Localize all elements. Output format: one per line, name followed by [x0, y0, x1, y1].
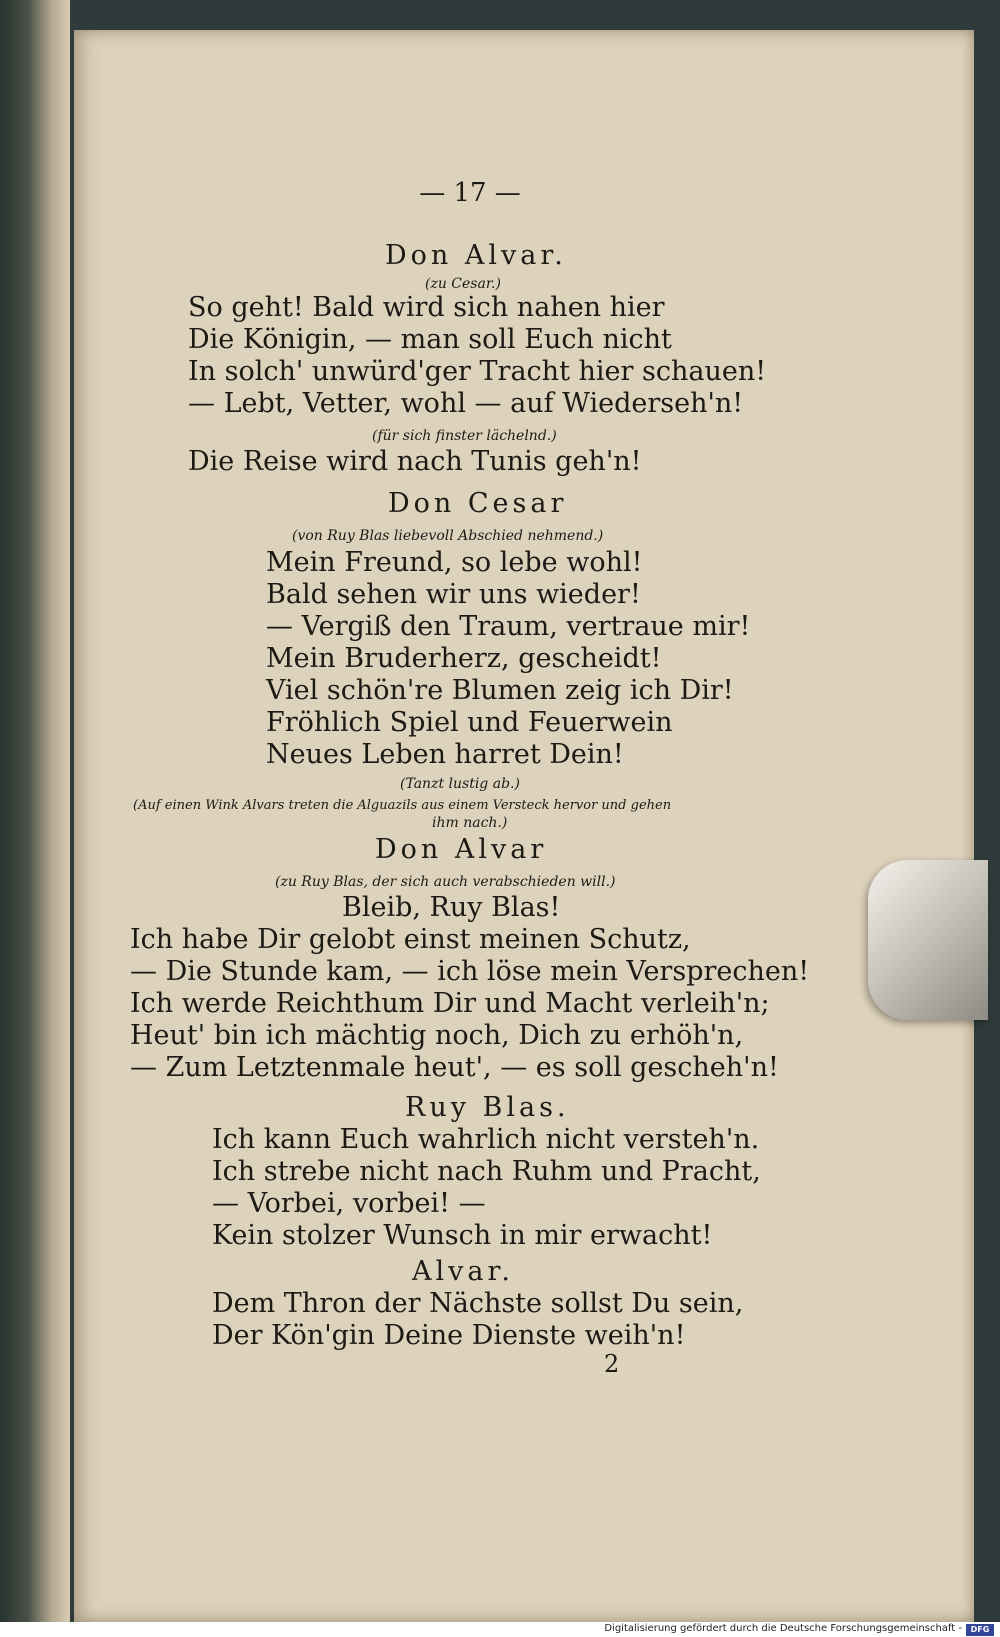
verse-line: Fröhlich Spiel und Feuerwein: [266, 707, 673, 738]
verse-line: Mein Freund, so lebe wohl!: [266, 547, 643, 578]
stage-direction: (für sich finster lächelnd.): [372, 428, 557, 444]
stage-direction: (von Ruy Blas liebevoll Abschied nehmend.): [292, 528, 604, 544]
verse-line: Ich werde Reichthum Dir und Macht verleih'n;: [130, 988, 770, 1019]
verse-line: Bald sehen wir uns wieder!: [266, 579, 641, 610]
verse-line: Viel schön're Blumen zeig ich Dir!: [266, 675, 734, 706]
verse-line: Mein Bruderherz, gescheidt!: [266, 643, 662, 674]
verse-line: Bleib, Ruy Blas!: [342, 892, 561, 923]
signature-mark: 2: [604, 1350, 620, 1378]
dfg-logo: DFG: [966, 1624, 994, 1636]
verse-line: Ich habe Dir gelobt einst meinen Schutz,: [130, 924, 691, 955]
verse-line: Kein stolzer Wunsch in mir erwacht!: [212, 1220, 713, 1251]
verse-line: Der Kön'gin Deine Dienste weih'n!: [212, 1320, 686, 1351]
page-number: — 17 —: [419, 178, 521, 208]
verse-line: Ich kann Euch wahrlich nicht versteh'n.: [212, 1124, 760, 1155]
verse-line: — Die Stunde kam, — ich löse mein Versprechen!: [130, 956, 810, 987]
speaker-ruy-blas: Ruy Blas.: [405, 1092, 570, 1123]
verse-line: — Zum Letztenmale heut', — es soll gescheh'n!: [130, 1052, 779, 1083]
verse-line: — Lebt, Vetter, wohl — auf Wiederseh'n!: [188, 388, 744, 419]
verse-line: Die Königin, — man soll Euch nicht: [188, 324, 672, 355]
stage-direction: (Auf einen Wink Alvars treten die Alguazils aus einem Versteck hervor und gehen: [133, 798, 672, 813]
speaker-don-alvar: Don Alvar.: [385, 240, 567, 271]
stage-direction: ihm nach.): [432, 815, 508, 831]
stage-direction: (zu Ruy Blas, der sich auch verabschieden will.): [275, 874, 616, 890]
stage-direction: (zu Cesar.): [425, 276, 501, 292]
verse-line: In solch' unwürd'ger Tracht hier schauen!: [188, 356, 767, 387]
verse-line: — Vorbei, vorbei! —: [212, 1188, 486, 1219]
verse-line: Die Reise wird nach Tunis geh'n!: [188, 446, 642, 477]
verse-line: Neues Leben harret Dein!: [266, 739, 624, 770]
verse-line: — Vergiß den Traum, vertraue mir!: [266, 611, 751, 642]
speaker-don-cesar: Don Cesar: [388, 488, 568, 519]
verse-line: Dem Thron der Nächste sollst Du sein,: [212, 1288, 744, 1319]
speaker-alvar: Alvar.: [412, 1256, 515, 1287]
stage-direction: (Tanzt lustig ab.): [400, 776, 520, 792]
verse-line: Heut' bin ich mächtig noch, Dich zu erhöh'n,: [130, 1020, 744, 1051]
footer-credit: Digitalisierung gefördert durch die Deutsche Forschungsgemeinschaft -: [604, 1623, 962, 1634]
speaker-don-alvar: Don Alvar: [375, 834, 548, 865]
verse-line: Ich strebe nicht nach Ruhm und Pracht,: [212, 1156, 761, 1187]
verse-line: So geht! Bald wird sich nahen hier: [188, 292, 665, 323]
